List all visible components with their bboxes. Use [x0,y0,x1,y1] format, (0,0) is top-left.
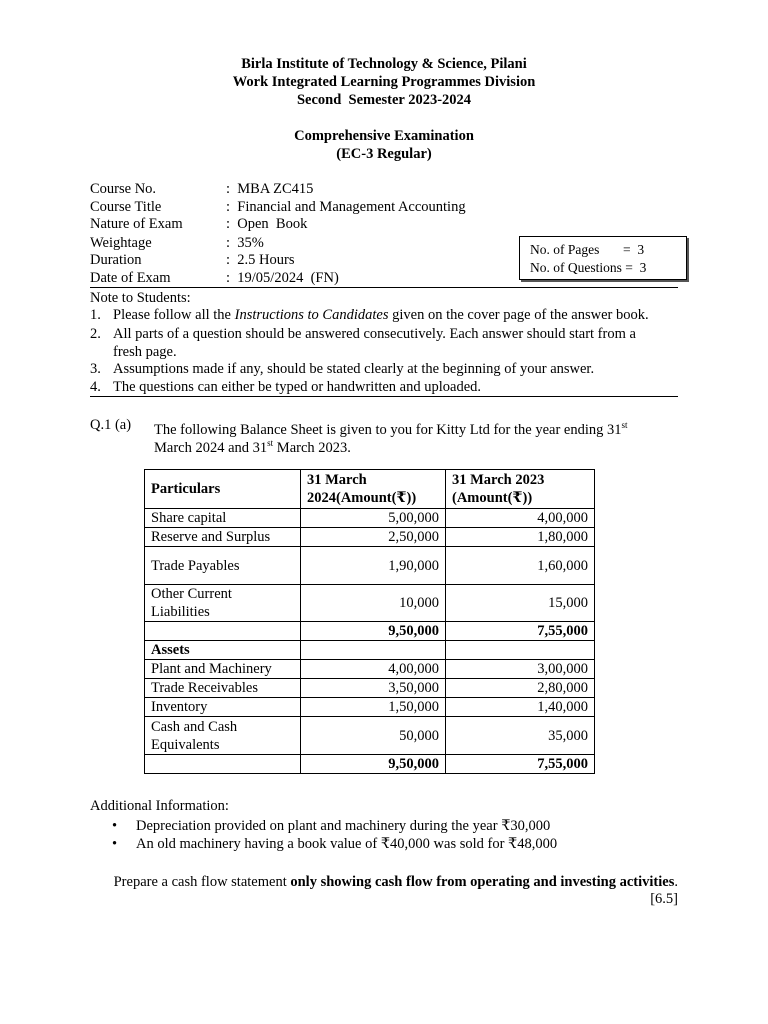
question-label: Q.1 (a) [90,417,132,433]
detail-value: : 2.5 Hours [226,252,295,268]
amount-2023: 1,40,000 [446,698,595,717]
detail-label: Date of Exam [90,270,171,286]
table-row [145,547,595,585]
amount-2023: 2,80,000 [446,679,595,698]
note-text: Assumptions made if any, should be stated clearly at the beginning of your answer. [113,361,595,377]
table-row [145,509,595,528]
detail-value: : 19/05/2024 (FN) [226,270,339,286]
amount-2024: 4,00,000 [301,660,446,679]
empty-cell [145,622,301,641]
amount-2023: 35,000 [446,717,595,755]
bullet-icon: • [112,836,118,852]
note-item: 1. Please follow all the Instructions to Candidates given on the cover page of the answer book. [90,307,649,323]
assets-heading: Assets [145,641,301,660]
row-label [145,585,301,622]
pages-count: No. of Pages = 3 [530,242,645,257]
row-label: Trade Payables [145,547,301,585]
header-particulars: Particulars [145,470,301,509]
total-2023: 7,55,000 [446,622,595,641]
question-line: March 2023. [273,439,351,456]
empty-cell [145,755,301,774]
note-item: 4. The questions can either be typed or handwritten and uploaded. [90,379,482,395]
amount-2023: 15,000 [446,585,595,622]
instruction-text: Prepare a cash flow statement [113,874,291,890]
header-2023 [446,470,595,509]
instruction-line [0,873,678,891]
header-line: 31 March [307,472,367,488]
detail-label: Course No. [90,181,157,197]
note-text: The questions can either be typed or handwritten and uploaded. [113,379,482,395]
header-line: 2024(Amount(₹)) [307,490,417,506]
amount-2024: 50,000 [301,717,446,755]
bullet-icon: • [112,818,118,834]
instruction-text: . [674,874,678,890]
amount-2024: 5,00,000 [301,509,446,528]
question-line: The following Balance Sheet is given to you for Kitty Ltd for the year ending 31 [154,421,622,438]
institute-name: Birla Institute of Technology & Science, Pilani [241,56,527,72]
detail-value: : MBA ZC415 [226,181,314,197]
bullet-item [112,835,557,853]
total-2023: 7,55,000 [446,755,595,774]
detail-label: Weightage [90,235,152,251]
table-row [145,717,595,755]
table-row [145,585,595,622]
exam-title: Comprehensive Examination [294,128,474,144]
marks: [6.5] [650,891,678,907]
pages-questions-box [519,236,687,280]
table-row [145,698,595,717]
detail-label: Duration [90,252,142,268]
detail-value: : 35% [226,235,264,251]
row-label-line: Equivalents [151,736,220,753]
question-text-2 [154,434,351,457]
detail-label: Course Title [90,199,162,215]
table-row [145,528,595,547]
table-row [145,679,595,698]
additional-heading: Additional Information: [90,798,229,814]
ordinal-suffix: st [267,438,274,448]
row-label: Share capital [145,509,301,528]
divider [90,287,678,288]
total-row [145,622,595,641]
row-label: Reserve and Surplus [145,528,301,547]
amount-2024: 10,000 [301,585,446,622]
questions-count: No. of Questions = 3 [530,260,647,275]
note-item: 2. All parts of a question should be answered consecutively. Each answer should start from a [90,326,636,342]
note-emphasis: Instructions to Candidates [234,307,389,323]
bullet-text: Depreciation provided on plant and machinery during the year ₹30,000 [136,818,551,834]
exam-type: (EC-3 Regular) [336,146,432,162]
row-label: Trade Receivables [145,679,301,698]
total-2024: 9,50,000 [301,622,446,641]
section-row [145,641,595,660]
row-label [145,717,301,755]
bullet-item [112,817,550,835]
note-item: 3. Assumptions made if any, should be stated clearly at the beginning of your answer. [90,361,595,377]
empty-cell [301,641,446,660]
semester: Second Semester 2023-2024 [296,92,472,108]
empty-cell [446,641,595,660]
table-header-row [145,470,595,509]
amount-2023: 1,60,000 [446,547,595,585]
header-2024 [301,470,446,509]
note-text: given on the cover page of the answer book. [388,307,649,323]
row-label: Inventory [145,698,301,717]
header-line: (Amount(₹)) [452,490,533,506]
amount-2023: 1,80,000 [446,528,595,547]
amount-2024: 1,50,000 [301,698,446,717]
amount-2024: 3,50,000 [301,679,446,698]
note-text: All parts of a question should be answered consecutively. Each answer should start from a [113,326,636,342]
notes-heading: Note to Students: [90,290,191,306]
row-label-line: Liabilities [151,604,210,620]
detail-value: : Financial and Management Accounting [226,199,466,215]
amount-2024: 1,90,000 [301,547,446,585]
row-label-line: Cash and Cash [151,718,238,735]
bullet-text: An old machinery having a book value of ₹40,000 was sold for ₹48,000 [136,836,558,852]
detail-value: : Open Book [226,216,308,232]
detail-label: Nature of Exam [90,216,183,232]
total-row [145,755,595,774]
amount-2023: 4,00,000 [446,509,595,528]
division-name: Work Integrated Learning Programmes Division [232,74,536,90]
amount-2023: 3,00,000 [446,660,595,679]
row-label: Plant and Machinery [145,660,301,679]
question-line: March 2024 and 31 [154,439,268,456]
row-label-line: Other Current [151,586,232,602]
table-row [145,660,595,679]
balance-sheet-table [144,469,595,774]
divider [90,396,678,397]
total-2024: 9,50,000 [301,755,446,774]
header-line: 31 March 2023 [452,472,545,488]
ordinal-suffix: st [621,420,628,430]
note-continuation: fresh page. [113,344,177,360]
instruction-bold: only showing cash flow from operating and investing activities [290,874,675,890]
amount-2024: 2,50,000 [301,528,446,547]
note-text: Please follow all the [113,307,235,323]
